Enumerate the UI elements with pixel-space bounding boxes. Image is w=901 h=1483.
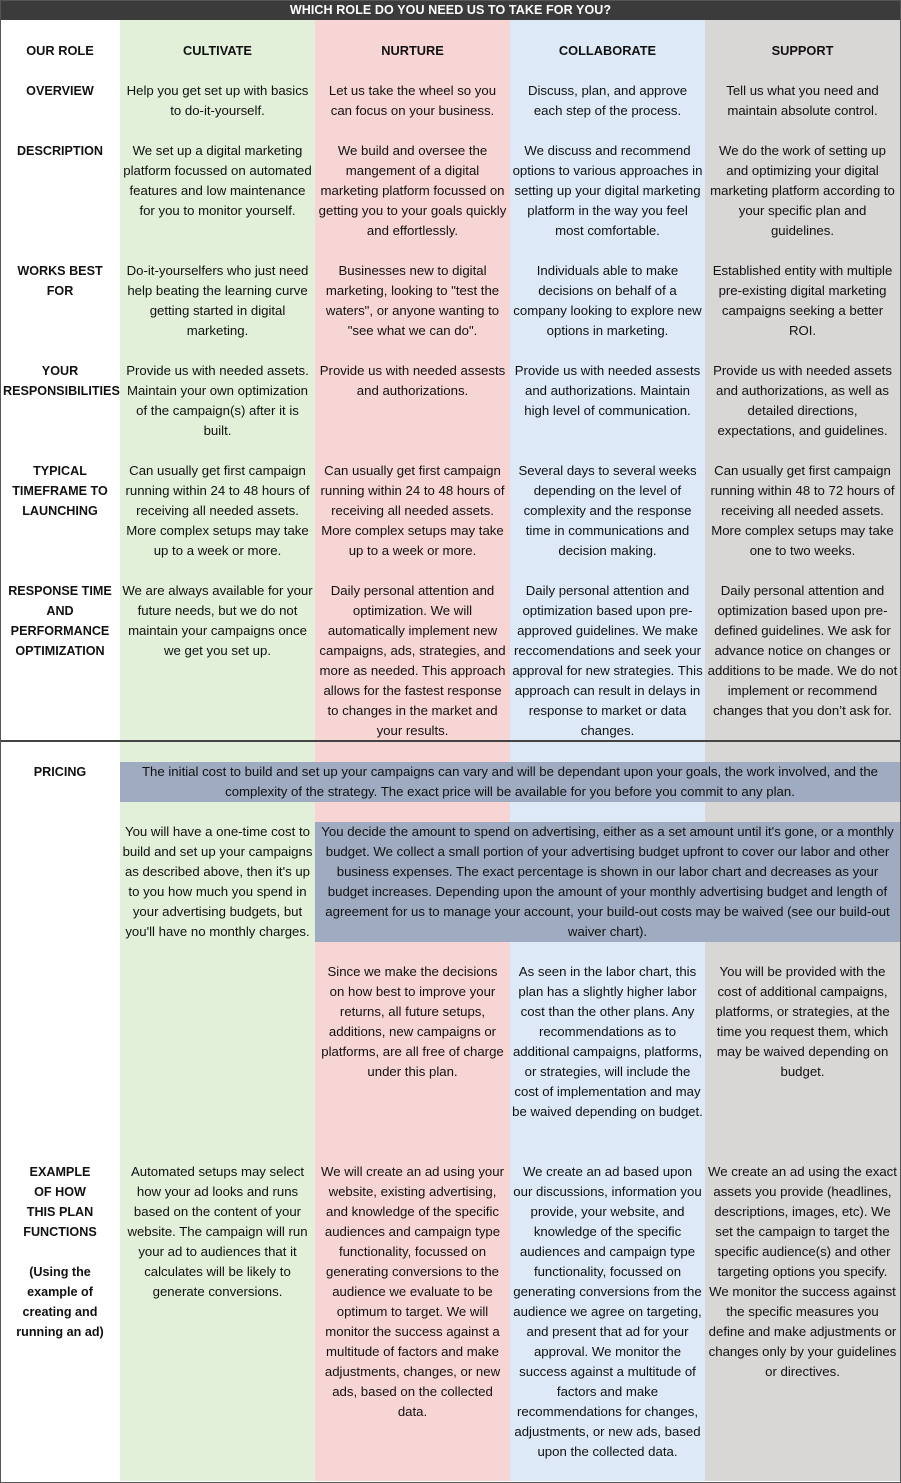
pricing-collaborate: As seen in the labor chart, this plan has a slightly higher labor cost than the other plans. Any recommendations as to additional campaigns, platforms, or strategies, will include the cost of implementation and may be waived depending on budget. bbox=[512, 964, 703, 1119]
overview-support: Tell us what you need and maintain absolute control. bbox=[726, 83, 879, 118]
row-label-example-note: (Using the example of creating and running an ad) bbox=[16, 1265, 104, 1339]
overview-cultivate: Help you get set up with basics to do-it-yourself. bbox=[126, 83, 309, 118]
response-support: Daily personal attention and optimization based upon pre-defined guidelines. We ask for advance notice on changes or additions to be made. We do not implement or recommend changes that you don’t ask for. bbox=[707, 583, 898, 718]
example-collaborate: We create an ad based upon our discussions, information you provide, your website, and knowledge of the specific audiences and campaign type functionality, focussed on generating conversions from the audience we agree on targeting, and present that ad for your approval. We monitor the success against a multitude of factors and make recommendations for changes, adjustments, or new ads, based upon the collected data. bbox=[513, 1164, 702, 1459]
row-label-responsibilities: YOUR RESPONSIBILITIES bbox=[3, 364, 120, 398]
row-label-pricing: PRICING bbox=[33, 765, 87, 779]
pricing-band-all-plans: The initial cost to build and set up your campaigns can vary and will be dependant upon your goals, the work involved, and the complexity of the strategy. The exact price will be available for you before you commit to any plan. bbox=[120, 762, 900, 802]
works-best-collaborate: Individuals able to make decisions on behalf of a company looking to explore new options in marketing. bbox=[513, 263, 702, 338]
responsibilities-collaborate: Provide us with needed assests and authorizations. Maintain high level of communication. bbox=[514, 363, 701, 418]
pricing-nurture: Since we make the decisions on how best to improve your returns, all future setups, additions, new campaigns or platforms, are all free of charge under this plan. bbox=[321, 964, 504, 1079]
response-collaborate: Daily personal attention and optimization based upon pre-approved guidelines. We make reccomendations and seek your approval for new strategies. This approach can result in delays in response to market or data changes. bbox=[512, 583, 703, 738]
description-support: We do the work of setting up and optimizing your digital marketing platform according to your specific plan and guidelines. bbox=[710, 143, 895, 238]
timeframe-cultivate: Can usually get first campaign running within 24 to 48 hours of receiving all needed assets. More complex setups may take up to a week or more. bbox=[125, 463, 310, 558]
row-label-works-best-for: WORKS BEST FOR bbox=[17, 264, 103, 298]
overview-nurture: Let us take the wheel so you can focus on your business. bbox=[328, 83, 497, 118]
response-nurture: Daily personal attention and optimization. We will automatically implement new campaigns, ads, strategies, and more as needed. This approach allows for the fastest response to changes in the market and your results. bbox=[319, 583, 506, 738]
pricing-cultivate: You will have a one-time cost to build and set up your campaigns as described above, then it's up to you how much you spend in your advertising budgets, but you'll have no monthly charges. bbox=[122, 824, 313, 939]
row-label-example: EXAMPLE OF HOW THIS PLAN FUNCTIONS bbox=[23, 1165, 97, 1239]
row-label-overview: OVERVIEW bbox=[26, 84, 94, 98]
header-support: SUPPORT bbox=[771, 43, 834, 58]
header-nurture: NURTURE bbox=[381, 43, 444, 58]
header-cultivate: CULTIVATE bbox=[183, 43, 252, 58]
description-cultivate: We set up a digital marketing platform focussed on automated features and low maintenance for you to monitor yourself. bbox=[123, 143, 312, 218]
overview-collaborate: Discuss, plan, and approve each step of the process. bbox=[527, 83, 688, 118]
response-cultivate: We are always available for your future needs, but we do not maintain your campaigns once we get you set up. bbox=[122, 583, 313, 658]
works-best-support: Established entity with multiple pre-existing digital marketing campaigns seeking a better ROI. bbox=[712, 263, 893, 338]
responsibilities-cultivate: Provide us with needed assets. Maintain your own optimization of the campaign(s) after it is built. bbox=[126, 363, 309, 438]
responsibilities-nurture: Provide us with needed assests and authorizations. bbox=[319, 363, 506, 398]
header-collaborate: COLLABORATE bbox=[558, 43, 657, 58]
header-our-role: OUR ROLE bbox=[26, 43, 94, 58]
works-best-cultivate: Do-it-yourselfers who just need help beating the learning curve getting started in digital marketing. bbox=[126, 263, 309, 338]
row-label-timeframe: TYPICAL TIMEFRAME TO LAUNCHING bbox=[12, 464, 108, 518]
example-cultivate: Automated setups may select how your ad looks and runs based on the content of your website. The campaign will run your ad to audiences that it calculates will be likely to generate conversions. bbox=[127, 1164, 308, 1299]
description-nurture: We build and oversee the mangement of a digital marketing platform focussed on getting you to your goals quickly and effortlessly. bbox=[318, 143, 507, 238]
example-support: We create an ad using the exact assets you provide (headlines, descriptions, images, etc). We set the campaign to target the specific audience(s) and other targeting options you specify. We monitor the success against the specific measures you define and make adjustments or changes only by your guidelines or directives. bbox=[708, 1164, 897, 1379]
pricing-band-managed-plans: You decide the amount to spend on advertising, either as a set amount until it's gone, or a monthly budget. We collect a small portion of your advertising budget upfront to cover our labor and other business expenses. The exact percentage is shown in our labor chart and decreases as your budget increases. Depending upon the amount of your monthly advertising budget and length of agreement for us to manage your account, your build-out costs may be waived (see our build-out waiver chart). bbox=[315, 822, 900, 942]
timeframe-support: Can usually get first campaign running within 48 to 72 hours of receiving all needed assets. More complex setups may take one to two weeks. bbox=[710, 463, 895, 558]
row-label-response-time: RESPONSE TIME AND PERFORMANCE OPTIMIZATION bbox=[8, 584, 112, 658]
example-nurture: We will create an ad using your website, existing advertising, and knowledge of the specific audiences and campaign type functionality, focussed on generating conversions to the audience we evaluate to be optimum to target. We will monitor the success against a multitude of factors and make adjustments, changes, or new ads, based on the collected data. bbox=[320, 1164, 504, 1419]
timeframe-nurture: Can usually get first campaign running within 24 to 48 hours of receiving all needed assets. More complex setups may take up to a week or more. bbox=[320, 463, 505, 558]
section-divider bbox=[0, 740, 901, 742]
page-title: WHICH ROLE DO YOU NEED US TO TAKE FOR YOU? bbox=[0, 0, 901, 20]
description-collaborate: We discuss and recommend options to various approaches in setting up your digital marketing platform in the way you feel most comfortable. bbox=[512, 143, 703, 238]
works-best-nurture: Businesses new to digital marketing, looking to "test the waters", or anyone wanting to "see what we can do". bbox=[325, 263, 500, 338]
pricing-support: You will be provided with the cost of additional campaigns, platforms, or strategies, at the time you request them, which may be waived depending on budget. bbox=[715, 964, 890, 1079]
timeframe-collaborate: Several days to several weeks depending on the level of complexity and the response time in communications and decision making. bbox=[518, 463, 697, 558]
responsibilities-support: Provide us with needed assets and authorizations, as well as detailed directions, expectations, and guidelines. bbox=[713, 363, 892, 438]
row-label-description: DESCRIPTION bbox=[16, 144, 104, 158]
